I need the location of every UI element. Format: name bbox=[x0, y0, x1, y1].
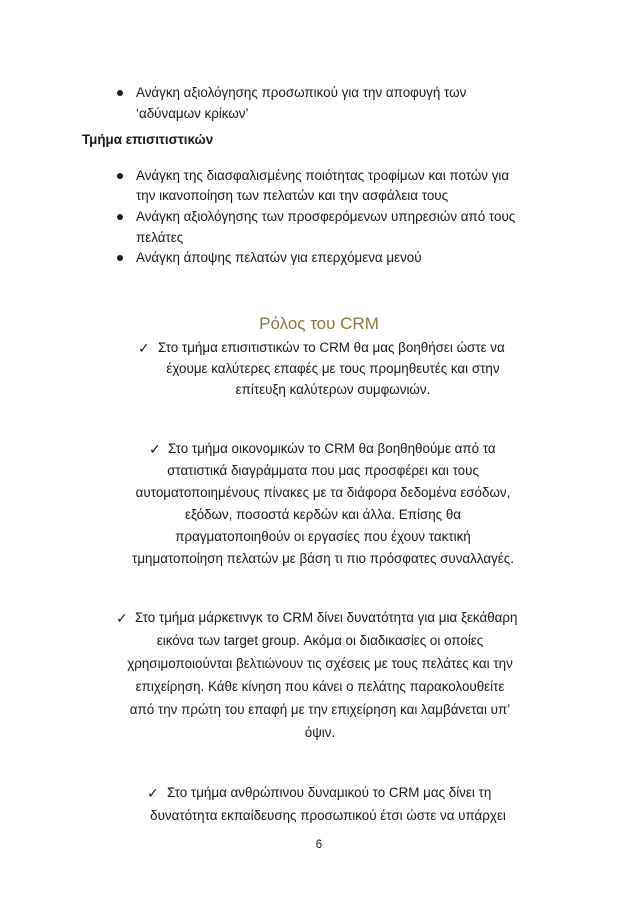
checkmark-icon: ✓ bbox=[116, 610, 128, 626]
crm-block-1-line-3: επίτευξη καλύτερων συμφωνιών. bbox=[235, 382, 431, 397]
crm-block-3-line-6: όψιν. bbox=[304, 725, 336, 740]
crm-block-3-line-4: επιχείρηση. Κάθε κίνηση που κάνει ο πελάτης παρακολουθείτε bbox=[135, 679, 505, 694]
crm-block-3-line-3: χρησιμοποιούνται βελτιώνουν τις σχέσεις με τους πελάτες και την bbox=[127, 656, 513, 671]
crm-block-2-line-1: Στο τμήμα οικονομικών το CRM θα βοηθηθούμε από τα bbox=[168, 441, 496, 456]
staff-bullet-line-2: ‘αδύναμων κρίκων’ bbox=[136, 106, 249, 121]
crm-block-1-line-1: Στο τμήμα επισιτιστικών το CRM θα μας βοηθήσει ώστε να bbox=[158, 340, 505, 355]
crm-block-4-line-1: Στο τμήμα ανθρώπινου δυναμικού το CRM μας δίνει τη bbox=[167, 785, 492, 800]
crm-block-2-line-5: πραγματοποιηθούν οι εργασίες που έχουν τακτική bbox=[175, 529, 471, 544]
supplies-bullet-2-line-1: Ανάγκη αξιολόγησης των προσφερόμενων υπηρεσιών από τους bbox=[136, 209, 516, 224]
supplies-bullet-3-line-1: Ανάγκη άποψης πελατών για επερχόμενα μενού bbox=[136, 250, 422, 265]
staff-bullet-line-1: Ανάγκη αξιολόγησης προσωπικού για την αποφυγή των bbox=[136, 85, 467, 100]
crm-block-3-line-2: εικόνα των target group. Ακόμα οι διαδικασίες οι οποίες bbox=[156, 633, 484, 648]
crm-block-4-line-2: δυνατότητα εκπαίδευσης προσωπικού έτσι ώστε να υπάρχει bbox=[150, 808, 506, 823]
crm-block-2-line-4: εξόδων, ποσοστά κερδών και άλλα. Επίσης θα bbox=[184, 507, 462, 522]
checkmark-icon: ✓ bbox=[147, 785, 159, 801]
crm-block-2-line-6: τμηματοποίηση πελατών με βάση τι πιο πρόσφατες συναλλαγές. bbox=[132, 551, 514, 566]
crm-block-3-line-5: από την πρώτη του επαφή με την επιχείρηση και λαμβάνεται υπ’ bbox=[129, 702, 511, 717]
bullet-dot-icon bbox=[117, 214, 123, 220]
section-heading-supplies: Τμήμα επισιτιστικών bbox=[82, 132, 214, 147]
page-number: 6 bbox=[315, 839, 323, 851]
crm-block-3-line-1: Στο τμήμα μάρκετινγκ το CRM δίνει δυνατότητα για μια ξεκάθαρη bbox=[135, 610, 518, 625]
crm-block-2-line-2: στατιστικά διαγράμματα που μας προσφέρει και τους bbox=[167, 463, 479, 478]
bullet-dot-icon bbox=[117, 173, 123, 179]
checkmark-icon: ✓ bbox=[149, 441, 161, 457]
supplies-bullet-1-line-2: την ικανοποίηση των πελατών και την ασφάλεια τους bbox=[136, 188, 449, 203]
bullet-dot-icon bbox=[117, 255, 123, 261]
bullet-dot-icon bbox=[117, 90, 123, 96]
supplies-bullet-2-line-2: πελάτες bbox=[136, 230, 184, 245]
checkmark-icon: ✓ bbox=[138, 340, 150, 356]
crm-block-1-line-2: έχουμε καλύτερες επαφές με τους προμηθευτές και στην bbox=[166, 361, 500, 376]
crm-block-2-line-3: αυτοματοποιημένους πίνακες με τα διάφορα δεδομένα εσόδων, bbox=[135, 485, 511, 500]
supplies-bullet-1-line-1: Ανάγκη της διασφαλισμένης ποιότητας τροφίμων και ποτών για bbox=[136, 168, 510, 183]
crm-section-title: Ρόλος του CRM bbox=[259, 314, 379, 333]
